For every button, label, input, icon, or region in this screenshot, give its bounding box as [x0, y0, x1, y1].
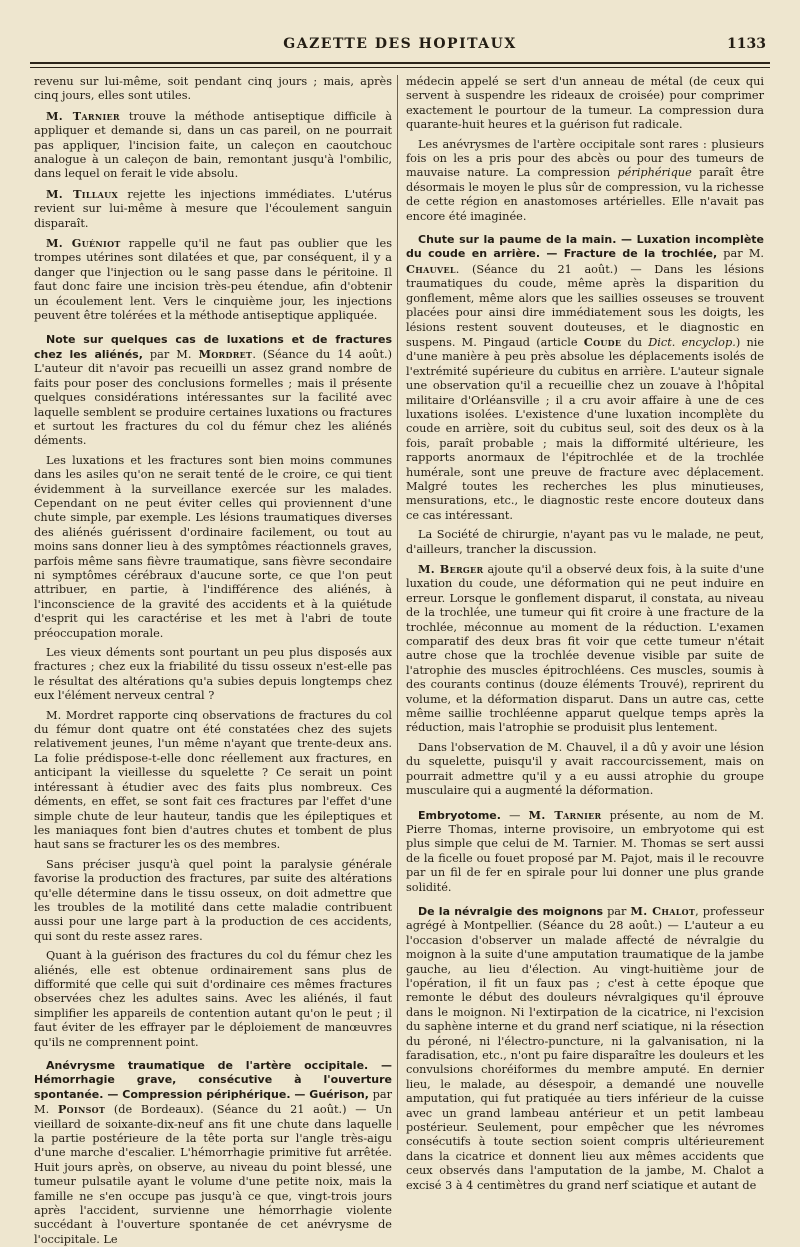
- left-column: [34, 75, 392, 1246]
- column-divider: [397, 75, 398, 1130]
- header-rule-thick: [30, 62, 770, 64]
- section-heading: De la névralgie des moignons: [418, 904, 604, 918]
- paragraph: Les luxations et les fractures sont bien moins communes dans les asiles qu'on ne serait tenté de le croire, ce qui tient évidemment à la surveillance exercée sur les malades. Cependant on ne peut éviter celles qui proviennent d'une chute simple, par exemple. Les lésions traumatiques diverses des aliénés guérissent d'ordinaire facilement, ou tout au moins sans donner lieu à des symptômes réactionnels graves, parfois même sans fièvre traumatique, sans fièvre secondaire ni symptômes cérébraux d'aucune sorte, ce que l'on peut attribuer, en partie, à l'indifférence des aliénés, à l'inconscience de la gravité des accidents et à la quiétude d'esprit qui les caractérise et les met à l'abri de toute préoccupation morale.: [34, 453, 392, 640]
- paragraph: Dans l'observation de M. Chauvel, il a dû y avoir une lésion du squelette, puisqu'il y avait raccourcissement, mais on pourrait admettre qu'il y a eu aussi atrophie du groupe musculaire qui a augmenté la déformation.: [406, 740, 764, 798]
- author-name: Poinsot: [57, 1102, 106, 1117]
- paragraph: La Société de chirurgie, n'ayant pas vu le malade, ne peut, d'ailleurs, trancher la discussion.: [406, 528, 764, 556]
- section-heading: Embryotome.: [418, 808, 501, 822]
- paragraph: M. Berger ajoute qu'il a observé deux fois, à la suite d'une luxation du coude, une déformation qui ne peut induire en erreur. Lorsque le gonflement disparut, il constata, au niveau de la trochlée, une tumeur qui fit croire à une fracture de la trochlée, méconnue au moment de la réduction. L'examen comparatif des deux bras fit voir que cette tumeur n'était autre chose que la trochlée devenue visible par suite de l'atrophie des muscles épitrochléens. Ces muscles, soumis à des courants continus (douze éléments Trouvé), reprirent du volume, et la déformation disparut. Dans un autre cas, cette même saillie trochléenne apparut quelque temps après la réduction, mais l'atrophie se produisit plus lentement.: [406, 562, 765, 735]
- paragraph: Quant à la guérison des fractures du col du fémur chez les aliénés, elle est obtenue ordinairement sans plus de difformité que celle qui suit d'ordinaire ces mêmes fractures observées chez les adultes sains. Avec les aliénés, il faut simplifier les appareils de contention autant qu'on le peut ; il faut éviter de les effrayer par le déploiement de manœuvres qu'ils ne comprennent point.: [34, 949, 392, 1049]
- header-rule-thin: [30, 67, 770, 68]
- paragraph: Sans préciser jusqu'à quel point la paralysie générale favorise la production des fractures, par suite des altérations qu'elle détermine dans le tissu osseux, on doit admettre que les troubles de la motilité dans cette maladie contribuent aussi pour une large part à la production de ces accidents, qui sont du reste assez rares.: [34, 857, 392, 943]
- author-name: M. Chalot: [630, 903, 696, 918]
- paragraph: M. Tarnier trouve la méthode antiseptique difficile à appliquer et demande si, dans un cas pareil, on ne pourrait pas appliquer, l'incision faite, un caleçon en caoutchouc analogue à un caleçon de bain, remontant jusqu'à l'ombilic, dans lequel on ferait le vide absolu.: [34, 108, 392, 181]
- speaker-name: M. Berger: [418, 562, 484, 576]
- paragraph: médecin appelé se sert d'un anneau de métal (de ceux qui servent à suspendre les rideaux de croisée) pour comprimer exactement le pourtour de la tumeur. La compression dura quarante-huit heures et la guérison fut radicale.: [406, 75, 764, 132]
- speaker-name: M. Tarnier: [46, 108, 120, 123]
- right-column: [406, 75, 765, 1192]
- section-heading: Anévrysme traumatique de l'artère occipitale. — Hémorrhagie grave, consécutive à l'ouverture spontanée. — Compression périphérique. — Guérison,: [34, 1059, 392, 1101]
- author-name: M. Tarnier: [528, 807, 602, 822]
- speaker-name: M. Tillaux: [46, 186, 118, 201]
- speaker-name: M. Guéniot: [46, 236, 121, 251]
- section-nevralgie: De la névralgie des moignons par M. Chalot, professeur agrégé à Montpellier. (Séance du 28 août.) — L'auteur a eu l'occasion d'observer un malade affecté de névralgie du moignon à la suite d'une amputation traumatique de la jambe gauche, au lieu d'élection. Au vingt-huitième jour de l'opération, il fit un faux pas ; c'est à cette époque que remonte le début des douleurs névralgiques qu'il éprouve dans le moignon. Ni l'extirpation de la cicatrice, ni l'excision du saphène interne et du grand nerf sciatique, ni la résection du péroné, ni l'électro-puncture, ni la galvanisation, ni la faradisation, etc., n'ont pu faire disparaître les douleurs et les convulsions choréiformes du membre amputé. En dernier lieu, le malade, au désespoir, a demandé une nouvelle amputation, qui fut pratiquée au tiers inférieur de la cuisse avec un grand lambeau antérieur et un petit lambeau postérieur. Seulement, pour empêcher que les névromes consécutifs à toute section soient compris ultérieurement dans la cicatrice et donnent lieu aux mêmes accidents que ceux observés dans l'amputation de la jambe, M. Chalot a excisé 3 à 4 centimètres du grand nerf sciatique et autant de: [406, 903, 764, 1192]
- paragraph: Les anévrysmes de l'artère occipitale sont rares : plusieurs fois on les a pris pour des abcès ou pour des tumeurs de mauvaise nature. La compression périphérique paraît être désormais le moyen le plus sûr de compression, vu la richesse de cette région en anastomoses artérielles. Elle n'avait pas encore été imaginée.: [406, 137, 765, 223]
- section-heading: Chute sur la paume de la main. — Luxation incomplète du coude en arrière. — Fracture de la trochlée,: [406, 233, 764, 261]
- page-header: [30, 32, 770, 56]
- journal-title: GAZETTE DES HOPITAUX: [283, 36, 517, 52]
- section-embryotome: Embryotome. — M. Tarnier présente, au nom de M. Pierre Thomas, interne provisoire, un embryotome qui est plus simple que celui de M. Tarnier. M. Thomas se sert aussi de la ficelle ou fouet proposé par M. Pajot, mais il le recouvre par un fil de fer en spirale pour lui donner une plus grande solidité.: [406, 807, 765, 894]
- author-name: Chauvel: [406, 261, 456, 276]
- page-number: 1133: [727, 36, 766, 52]
- paragraph: Les vieux déments sont pourtant un peu plus disposés aux fractures ; chez eux la friabilité du tissu osseux n'est-elle pas le résultat des altérations qu'a subies depuis longtemps chez eux l'élément nerveux central ?: [34, 646, 392, 703]
- paragraph: M. Guéniot rappelle qu'il ne faut pas oublier que les trompes utérines sont dilatées et que, par conséquent, il y a danger que l'injection ou le sang passe dans le péritoine. Il faut donc faire une incision très-peu étendue, afin d'obtenir un écoulement lent. Vers le cinquième jour, les injections peuvent être tolérées et la méthode antiseptique appliquée.: [34, 236, 392, 323]
- section-chute: Chute sur la paume de la main. — Luxation incomplète du coude en arrière. — Fracture de la trochlée, par M. Chauvel. (Séance du 21 août.) — Dans les lésions traumatiques du coude, même après la disparition du gonflement, même alors que les saillies osseuses se trouvent placées pour ainsi dire immédiatement sous les doigts, les lésions restent souvent douteuses, et le diagnostic en suspens. M. Pingaud (article Coude du Dict. encyclop.) nie d'une manière à peu près absolue les déplacements isolés de l'extrémité supérieure du cubitus en arrière. L'auteur signale une observation qu'il a recueillie chez un zouave à l'hôpital militaire d'Orléansville ; il a cru avoir affaire à une de ces luxations isolées. L'existence d'une luxation incomplète du coude en arrière, soit du cubitus seul, soit des deux os à la fois, paraît probable ; mais la difformité ultérieure, les rapports anormaux de l'épitrochlée et de la trochlée humérale, sont une preuve de fracture avec déplacement. Malgré toutes les recherches les plus minutieuses, mensurations, etc., le diagnostic reste encore douteux dans ce cas intéressant.: [406, 233, 765, 522]
- paragraph: M. Tillaux rejette les injections immédiates. L'utérus revient sur lui-même à mesure que l'écoulement sanguin disparaît.: [34, 186, 392, 230]
- section-anevrysme: Anévrysme traumatique de l'artère occipitale. — Hémorrhagie grave, consécutive à l'ouverture spontanée. — Compression périphérique. — Guérison, par M. Poinsot (de Bordeaux). (Séance du 21 août.) — Un vieillard de soixante-dix-neuf ans fit une chute dans laquelle la partie postérieure de la tête porta sur l'angle très-aigu d'une marche d'escalier. L'hémorrhagie primitive fut arrêtée. Huit jours après, on observe, au niveau du point blessé, une tumeur pulsatile ayant le volume d'une petite noix, mais la famille ne s'en occupe pas jusqu'à ce que, vingt-trois jours après l'accident, survienne une hémorrhagie violente succédant à l'ouverture spontanée de cet anévrysme de l'occipitale. Le: [34, 1059, 392, 1246]
- paragraph: revenu sur lui-même, soit pendant cinq jours ; mais, après cinq jours, elles sont utiles.: [34, 75, 392, 103]
- section-heading: Note sur quelques cas de luxations et de fractures chez les aliénés,: [34, 332, 392, 361]
- author-name: Mordret: [198, 346, 253, 361]
- section-luxations: Note sur quelques cas de luxations et de fractures chez les aliénés, par M. Mordret. (Séance du 14 août.) L'auteur dit n'avoir pas recueilli un assez grand nombre de faits pour poser des conclusions formelles ; mais il présente quelques considérations intéressantes sur la facilité avec laquelle semblent se produire certaines luxations ou fractures et surtout les fractures du col du fémur chez les aliénés déments.: [34, 332, 392, 448]
- paragraph: M. Mordret rapporte cinq observations de fractures du col du fémur dont quatre ont été constatées chez des sujets relativement jeunes, l'un même n'ayant que trente-deux ans. La folie prédispose-t-elle donc réellement aux fractures, en anticipant la vieillesse du squelette ? Ce serait un point intéressant à étudier avec des faits plus nombreux. Ces déments, en effet, se sont fait ces fractures par l'effet d'une simple chute de leur hauteur, tandis que les épileptiques et les maniaques font bien d'autres chutes et tombent de plus haut sans se fracturer les os des membres.: [34, 708, 392, 852]
